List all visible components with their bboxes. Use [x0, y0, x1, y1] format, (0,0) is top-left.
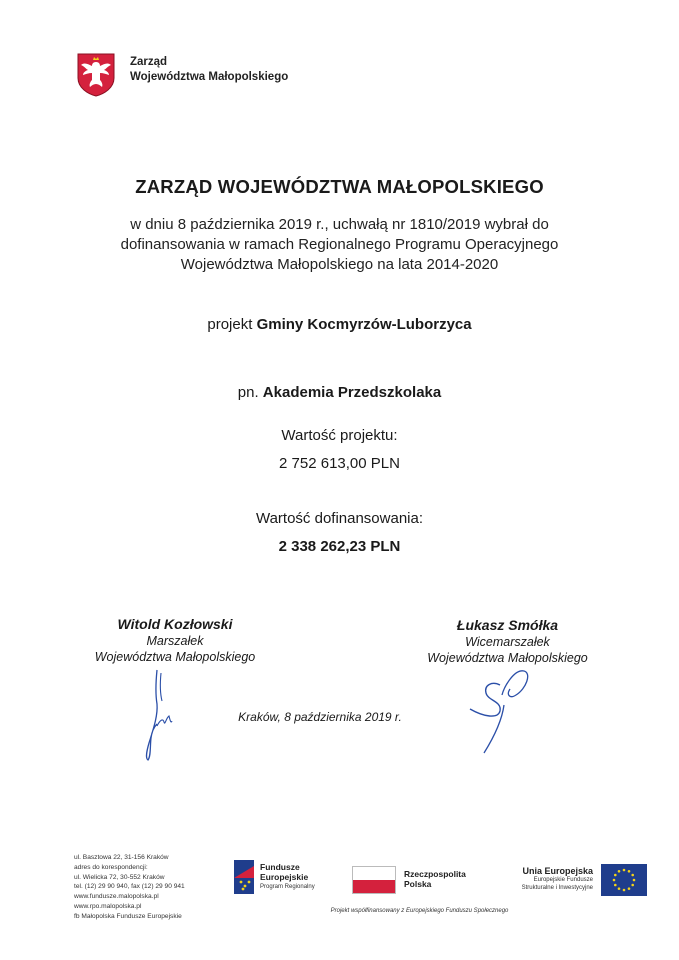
fe-logo-line-1: Fundusze — [260, 862, 300, 872]
project-name-prefix: pn. — [237, 384, 259, 401]
eu-logo-sub-1: Europejskie Fundusze — [533, 877, 593, 883]
cofinancing-label: Wartość dofinansowania: — [255, 510, 424, 527]
poland-flag-icon — [352, 866, 396, 894]
malopolska-crest-icon — [76, 52, 116, 97]
decision-line-3: Województwa Małopolskiego na lata 2014-2020 — [180, 256, 499, 273]
page-title: ZARZĄD WOJEWÓDZTWA MAŁOPOLSKIEGO — [135, 176, 544, 197]
address-line: tel. (12) 29 90 940, fax (12) 29 90 941 — [74, 883, 185, 891]
signatory-org-right: Województwa Małopolskiego — [427, 651, 588, 665]
address-line: fb Małopolska Fundusze Europejskie — [74, 912, 182, 920]
eu-logo-sub-2: Strukturalne i Inwestycyjne — [521, 885, 593, 891]
fe-logo-line-2: Europejskie — [260, 872, 309, 882]
address-line: ul. Basztowa 22, 31-156 Kraków — [74, 854, 169, 861]
signatory-role-left: Marszałek — [146, 634, 204, 648]
poland-logo-text — [404, 869, 466, 889]
project-value-label: Wartość projektu: — [281, 427, 398, 444]
issuer-line-1: Zarząd — [130, 56, 168, 68]
decision-text — [0, 215, 679, 275]
decision-line-2: dofinansowania w ramach Regionalnego Programu Operacyjnego — [120, 236, 559, 253]
signature-block-left — [60, 615, 290, 665]
signature-block-right — [390, 616, 625, 666]
project-name: Akademia Przedszkolaka — [262, 384, 442, 401]
cofinancing-note: Projekt współfinansowany z Europejskiego Funduszu Społecznego — [330, 908, 509, 914]
eu-logo-title: Unia Europejska — [522, 866, 593, 876]
beneficiary-name: Gminy Kocmyrzów-Luborzyca — [256, 316, 472, 333]
cofinancing-amount: 2 338 262,23 PLN — [278, 538, 401, 555]
signatory-role-right: Wicemarszałek — [465, 635, 550, 649]
eu-logo-text — [496, 866, 593, 892]
pl-logo-line-1: Rzeczpospolita — [404, 869, 466, 879]
place-and-date: Kraków, 8 października 2019 r. — [238, 710, 402, 724]
issuer-line-2: Województwa Małopolskiego — [130, 71, 289, 83]
handwritten-signature-left — [135, 668, 180, 763]
project-name-line — [0, 384, 679, 401]
pl-logo-line-2: Polska — [404, 879, 432, 889]
address-line: www.rpo.malopolska.pl — [74, 902, 142, 910]
project-value-amount: 2 752 613,00 PLN — [279, 455, 400, 472]
address-line: ul. Wielicka 72, 30-552 Kraków — [74, 873, 165, 881]
european-funds-logo-text — [260, 862, 308, 882]
project-prefix: projekt — [207, 316, 253, 333]
signatory-name-right: Łukasz Smółka — [456, 617, 559, 633]
signatory-name-left: Witold Kozłowski — [117, 616, 233, 632]
signatory-org-left: Województwa Małopolskiego — [94, 650, 256, 664]
handwritten-signature-right — [462, 665, 542, 757]
address-line: adres do korespondencji: — [74, 863, 148, 871]
eu-flag-icon — [601, 864, 647, 896]
european-funds-logo-icon — [232, 858, 256, 896]
beneficiary-line — [0, 316, 679, 333]
issuer-header — [130, 55, 288, 85]
decision-line-1: w dniu 8 października 2019 r., uchwałą nr 1810/2019 wybrał do — [130, 216, 549, 233]
address-line: www.fundusze.malopolska.pl — [74, 893, 159, 901]
fe-logo-subtitle: Program Regionalny — [260, 884, 315, 890]
